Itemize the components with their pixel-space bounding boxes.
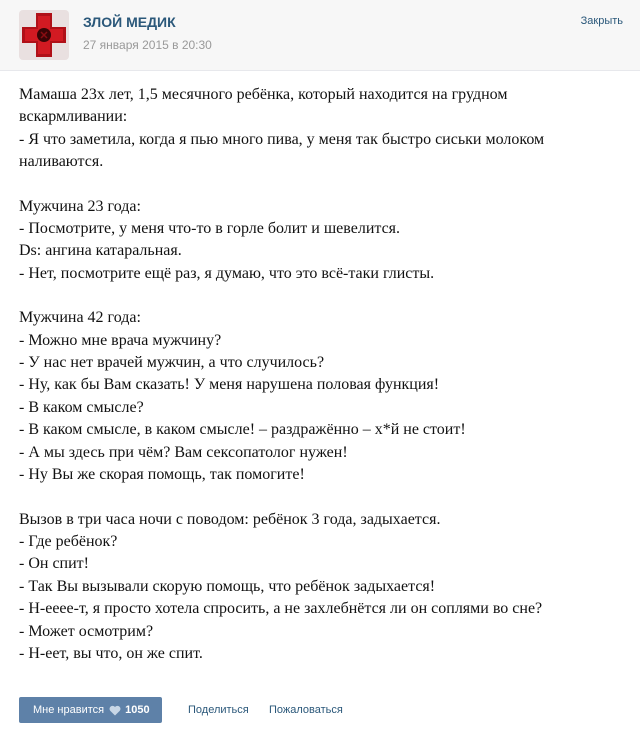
avatar[interactable] [19, 10, 69, 60]
post-line: - Где ребёнок? [19, 532, 118, 550]
post-paragraph [19, 196, 619, 286]
like-button[interactable] [19, 697, 162, 723]
post-line: - Н-еет, вы что, он же спит. [19, 644, 203, 662]
like-label: Мне нравится [33, 704, 105, 716]
post-line: - У нас нет врачей мужчин, а что случилось? [19, 354, 325, 372]
post-line: - Может осмотрим? [19, 622, 154, 640]
post-line: - В каком смысле, в каком смысле! – раздражённо – х*й не стоит! [19, 421, 466, 439]
post-line: Мужчина 42 года: [19, 309, 141, 327]
report-link[interactable]: Пожаловаться [269, 704, 343, 716]
post-line: - Ну Вы же скорая помощь, так помогите! [19, 466, 305, 484]
post-line: - Он спит! [19, 555, 89, 573]
post-text [19, 84, 619, 687]
post-line: - Так Вы вызывали скорую помощь, что ребёнок задыхается! [19, 577, 436, 595]
heart-icon [109, 705, 121, 716]
post-line: - Ну, как бы Вам сказать! У меня нарушена половая функция! [19, 376, 440, 394]
post-paragraph [19, 509, 619, 666]
share-link[interactable]: Поделиться [188, 704, 249, 716]
post-date[interactable]: 27 января 2015 в 20:30 [83, 38, 212, 52]
post-header [0, 0, 640, 71]
like-count: 1050 [125, 704, 150, 716]
post-line: - Посмотрите, у меня что-то в горле болит и шевелится. [19, 220, 401, 238]
post-line: - Нет, посмотрите ещё раз, я думаю, что это всё-таки глисты. [19, 264, 435, 282]
close-button[interactable]: Закрыть [580, 15, 623, 27]
post-line: - Можно мне врача мужчину? [19, 331, 222, 349]
post-line: Мамаша 23х лет, 1,5 месячного ребёнка, который находится на грудном вскармливании: [19, 86, 508, 126]
red-cross-logo-icon [19, 10, 69, 60]
post-line: - Н-ееее-т, я просто хотела спросить, а не захлебнётся ли он соплями во сне? [19, 600, 543, 618]
post-line: - В каком смысле? [19, 398, 144, 416]
post-line: Мужчина 23 года: [19, 197, 141, 215]
post-paragraph [19, 307, 619, 486]
post-paragraph [19, 84, 619, 174]
author-name[interactable]: ЗЛОЙ МЕДИК [83, 14, 176, 30]
post-line: - Я что заметила, когда я пью много пива, у меня так быстро сиськи молоком наливаются. [19, 130, 545, 171]
post-line: Вызов в три часа ночи с поводом: ребёнок 3 года, задыхается. [19, 510, 441, 528]
post-line: - А мы здесь при чём? Вам сексопатолог нужен! [19, 443, 348, 461]
post-line: Ds: ангина катаральная. [19, 242, 182, 260]
